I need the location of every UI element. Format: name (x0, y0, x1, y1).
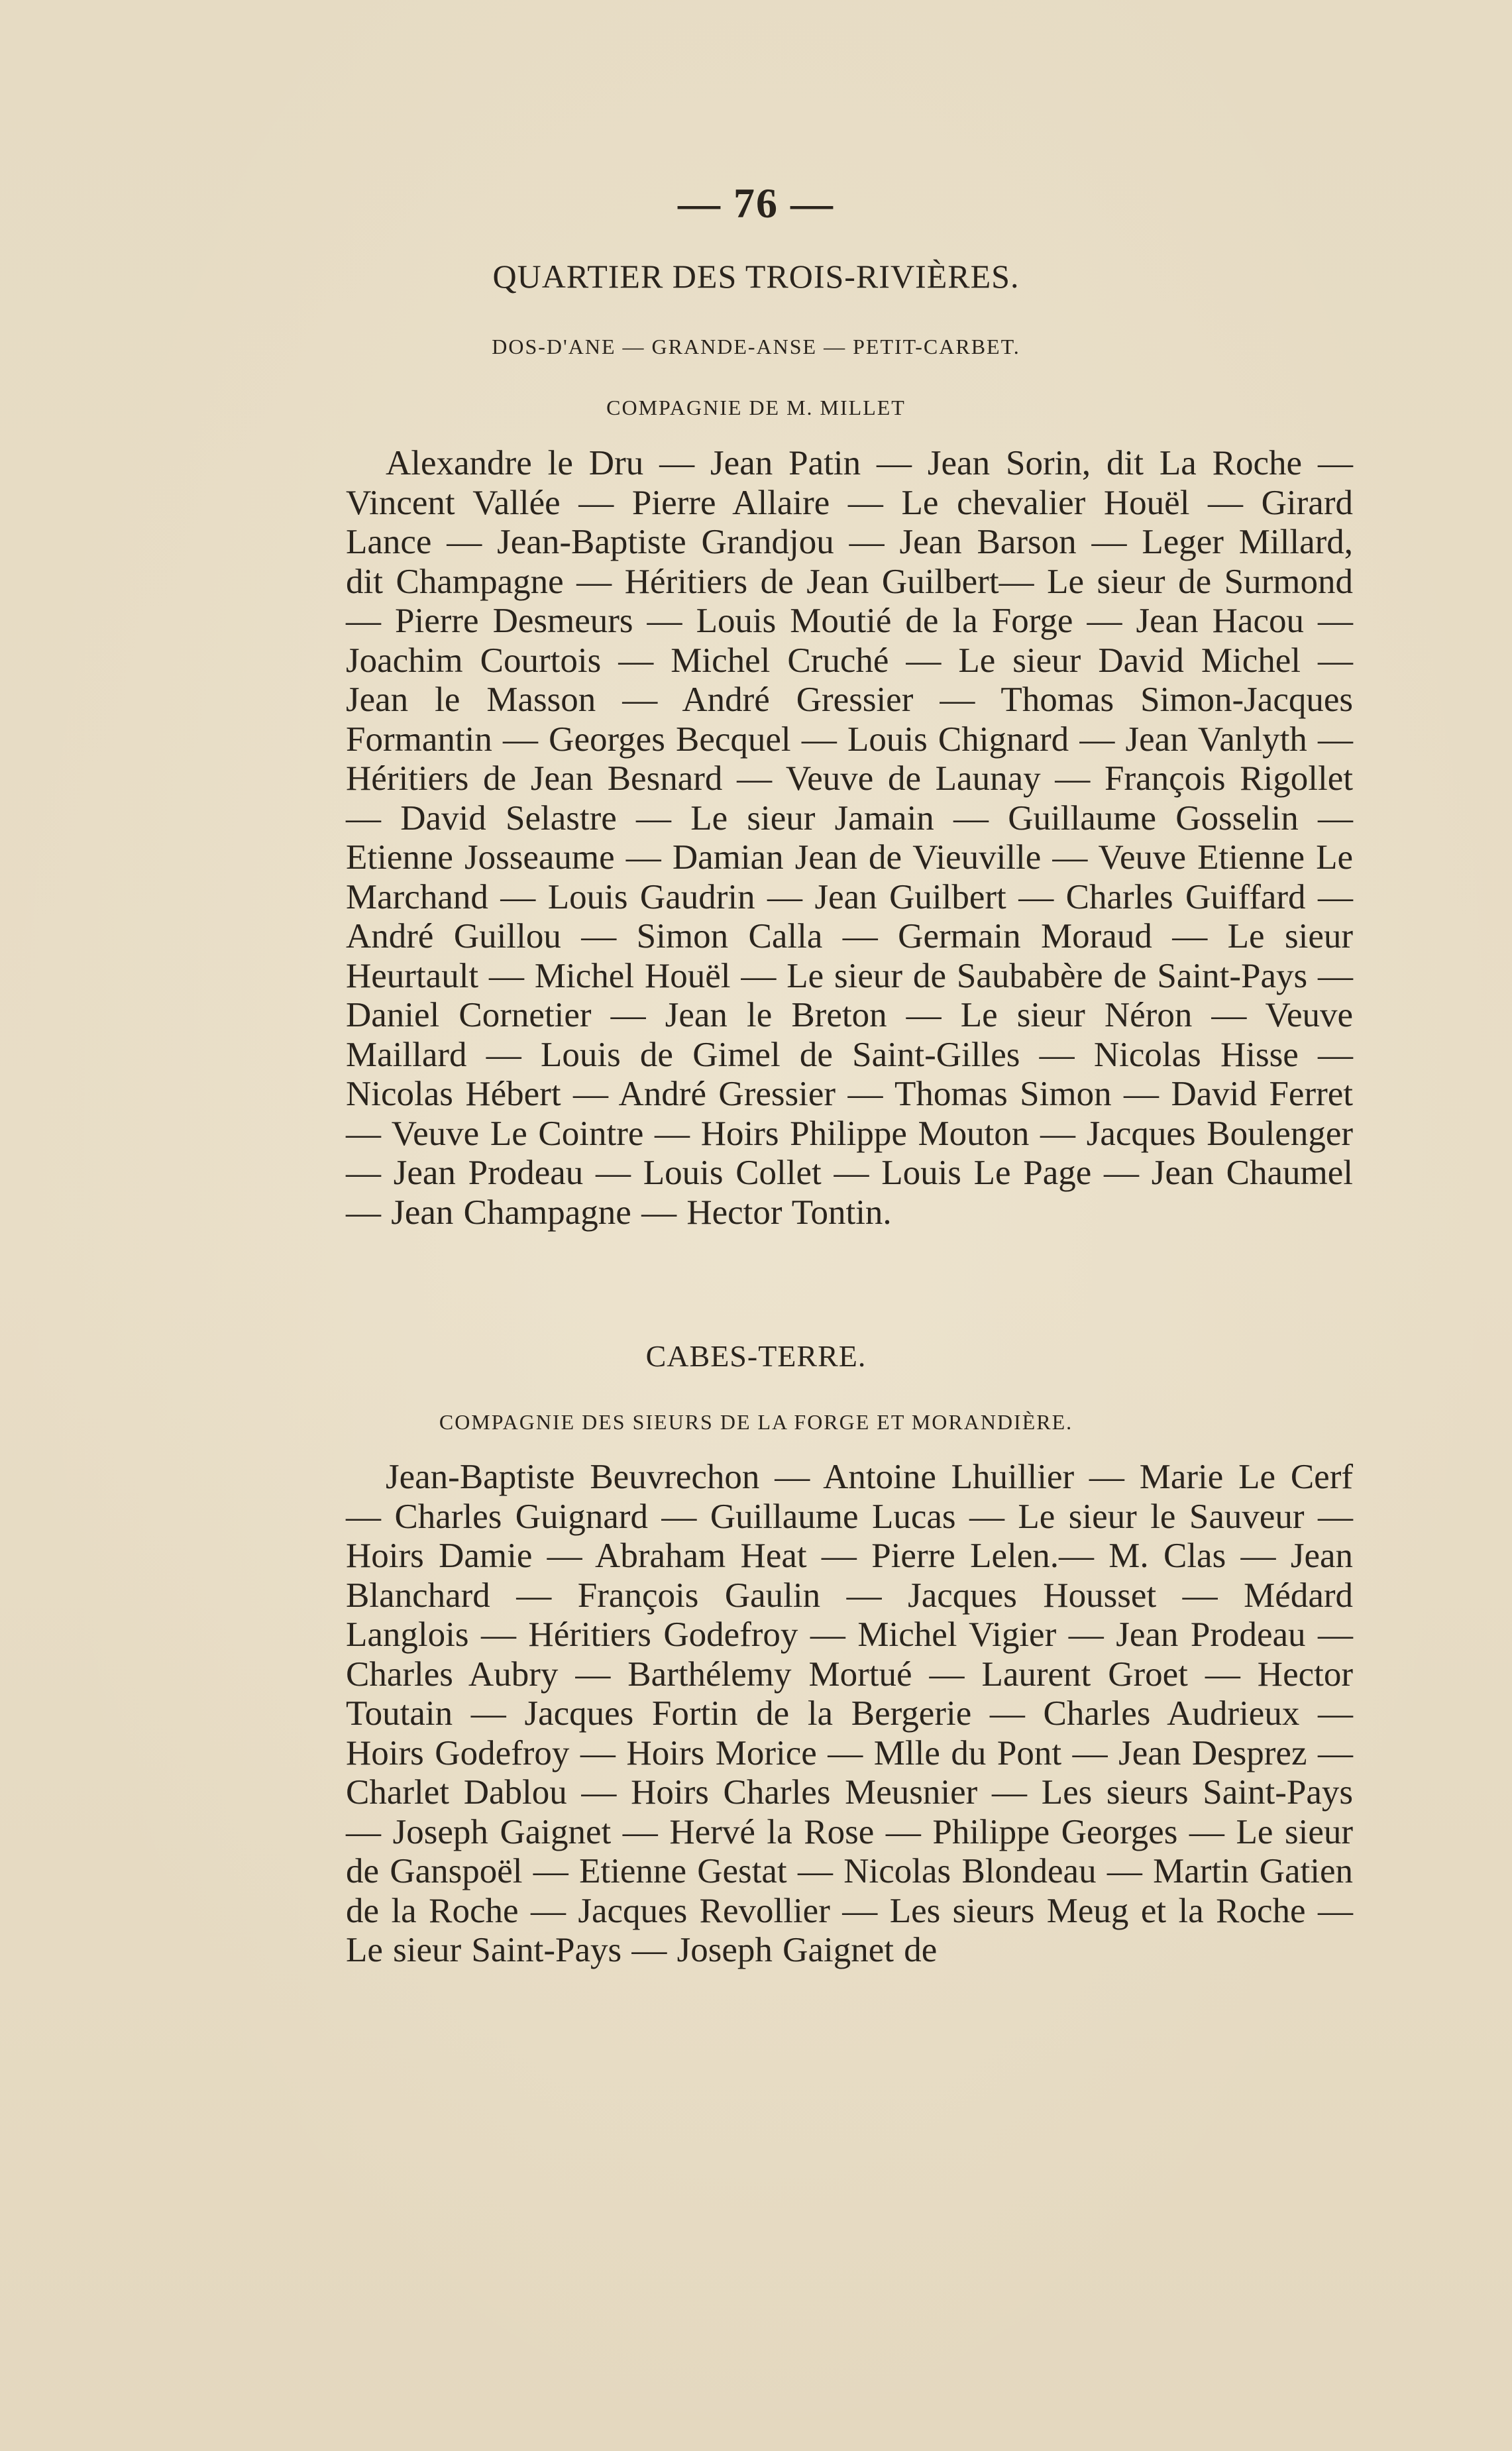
section-title-cabes-terre: CABES-TERRE. (645, 1339, 867, 1373)
names-paragraph-millet: Alexandre le Dru — Jean Patin — Jean Sorin, dit La Roche — Vincent Vallée — Pierre Allaire — Le chevalier Houël — Girard Lance — Jean-Baptiste Grandjou — Jean Barson — Leger Millard, dit Champagne — Héritiers de Jean Guilbert— Le sieur de Surmond — Pierre Desmeurs — Louis Moutié de la Forge — Jean Hacou — Joachim Courtois — Michel Cruché — Le sieur David Michel — Jean le Masson — André Gressier — Thomas Simon-Jacques Formantin — Georges Becquel — Louis Chignard — Jean Vanlyth — Héritiers de Jean Besnard — Veuve de Launay — François Rigollet — David Selastre — Le sieur Jamain — Guillaume Gosselin — Etienne Josseaume — Damian Jean de Vieuville — Veuve Etienne Le Marchand — Louis Gaudrin — Jean Guilbert — Charles Guiffard — André Guillou — Simon Calla — Germain Moraud — Le sieur Heurtault — Michel Houël — Le sieur de Saubabère de Saint-Pays — Daniel Cornetier — Jean le Breton — Le sieur Néron — Veuve Maillard — Louis de Gimel de Saint-Gilles — Nicolas Hisse — Nicolas Hébert — André Gressier — Thomas Simon — David Ferret — Veuve Le Cointre — Hoirs Philippe Mouton — Jacques Boulenger — Jean Prodeau — Louis Collet — Louis Le Page — Jean Chaumel — Jean Champagne — Hector Tontin. (346, 444, 1353, 1232)
names-paragraph-forge: Jean-Baptiste Beuvrechon — Antoine Lhuillier — Marie Le Cerf — Charles Guignard — Guillaume Lucas — Le sieur le Sauveur — Hoirs Damie — Abraham Heat — Pierre Lelen.— M. Clas — Jean Blanchard — François Gaulin — Jacques Housset — Médard Langlois — Héritiers Godefroy — Michel Vigier — Jean Prodeau — Charles Aubry — Barthélemy Mortué — Laurent Groet — Hector Toutain — Jacques Fortin de la Bergerie — Charles Audrieux — Hoirs Godefroy — Hoirs Morice — Mlle du Pont — Jean Desprez — Charlet Dablou — Hoirs Charles Meusnier — Les sieurs Saint-Pays — Joseph Gaignet — Hervé la Rose — Philippe Georges — Le sieur de Ganspoël — Etienne Gestat — Nicolas Blondeau — Martin Gatien de la Roche — Jacques Revollier — Les sieurs Meug et la Roche — Le sieur Saint-Pays — Joseph Gaignet de (346, 1458, 1353, 1969)
compagnie-millet-heading: COMPAGNIE DE M. MILLET (606, 396, 906, 419)
compagnie-forge-heading: COMPAGNIE DES SIEURS DE LA FORGE ET MORANDIÈRE. (439, 1410, 1073, 1434)
places-heading: DOS-D'ANE — GRANDE-ANSE — PETIT-CARBET. (492, 335, 1020, 358)
quartier-title: QUARTIER DES TROIS-RIVIÈRES. (492, 258, 1020, 295)
page-number: — 76 — (678, 180, 834, 227)
